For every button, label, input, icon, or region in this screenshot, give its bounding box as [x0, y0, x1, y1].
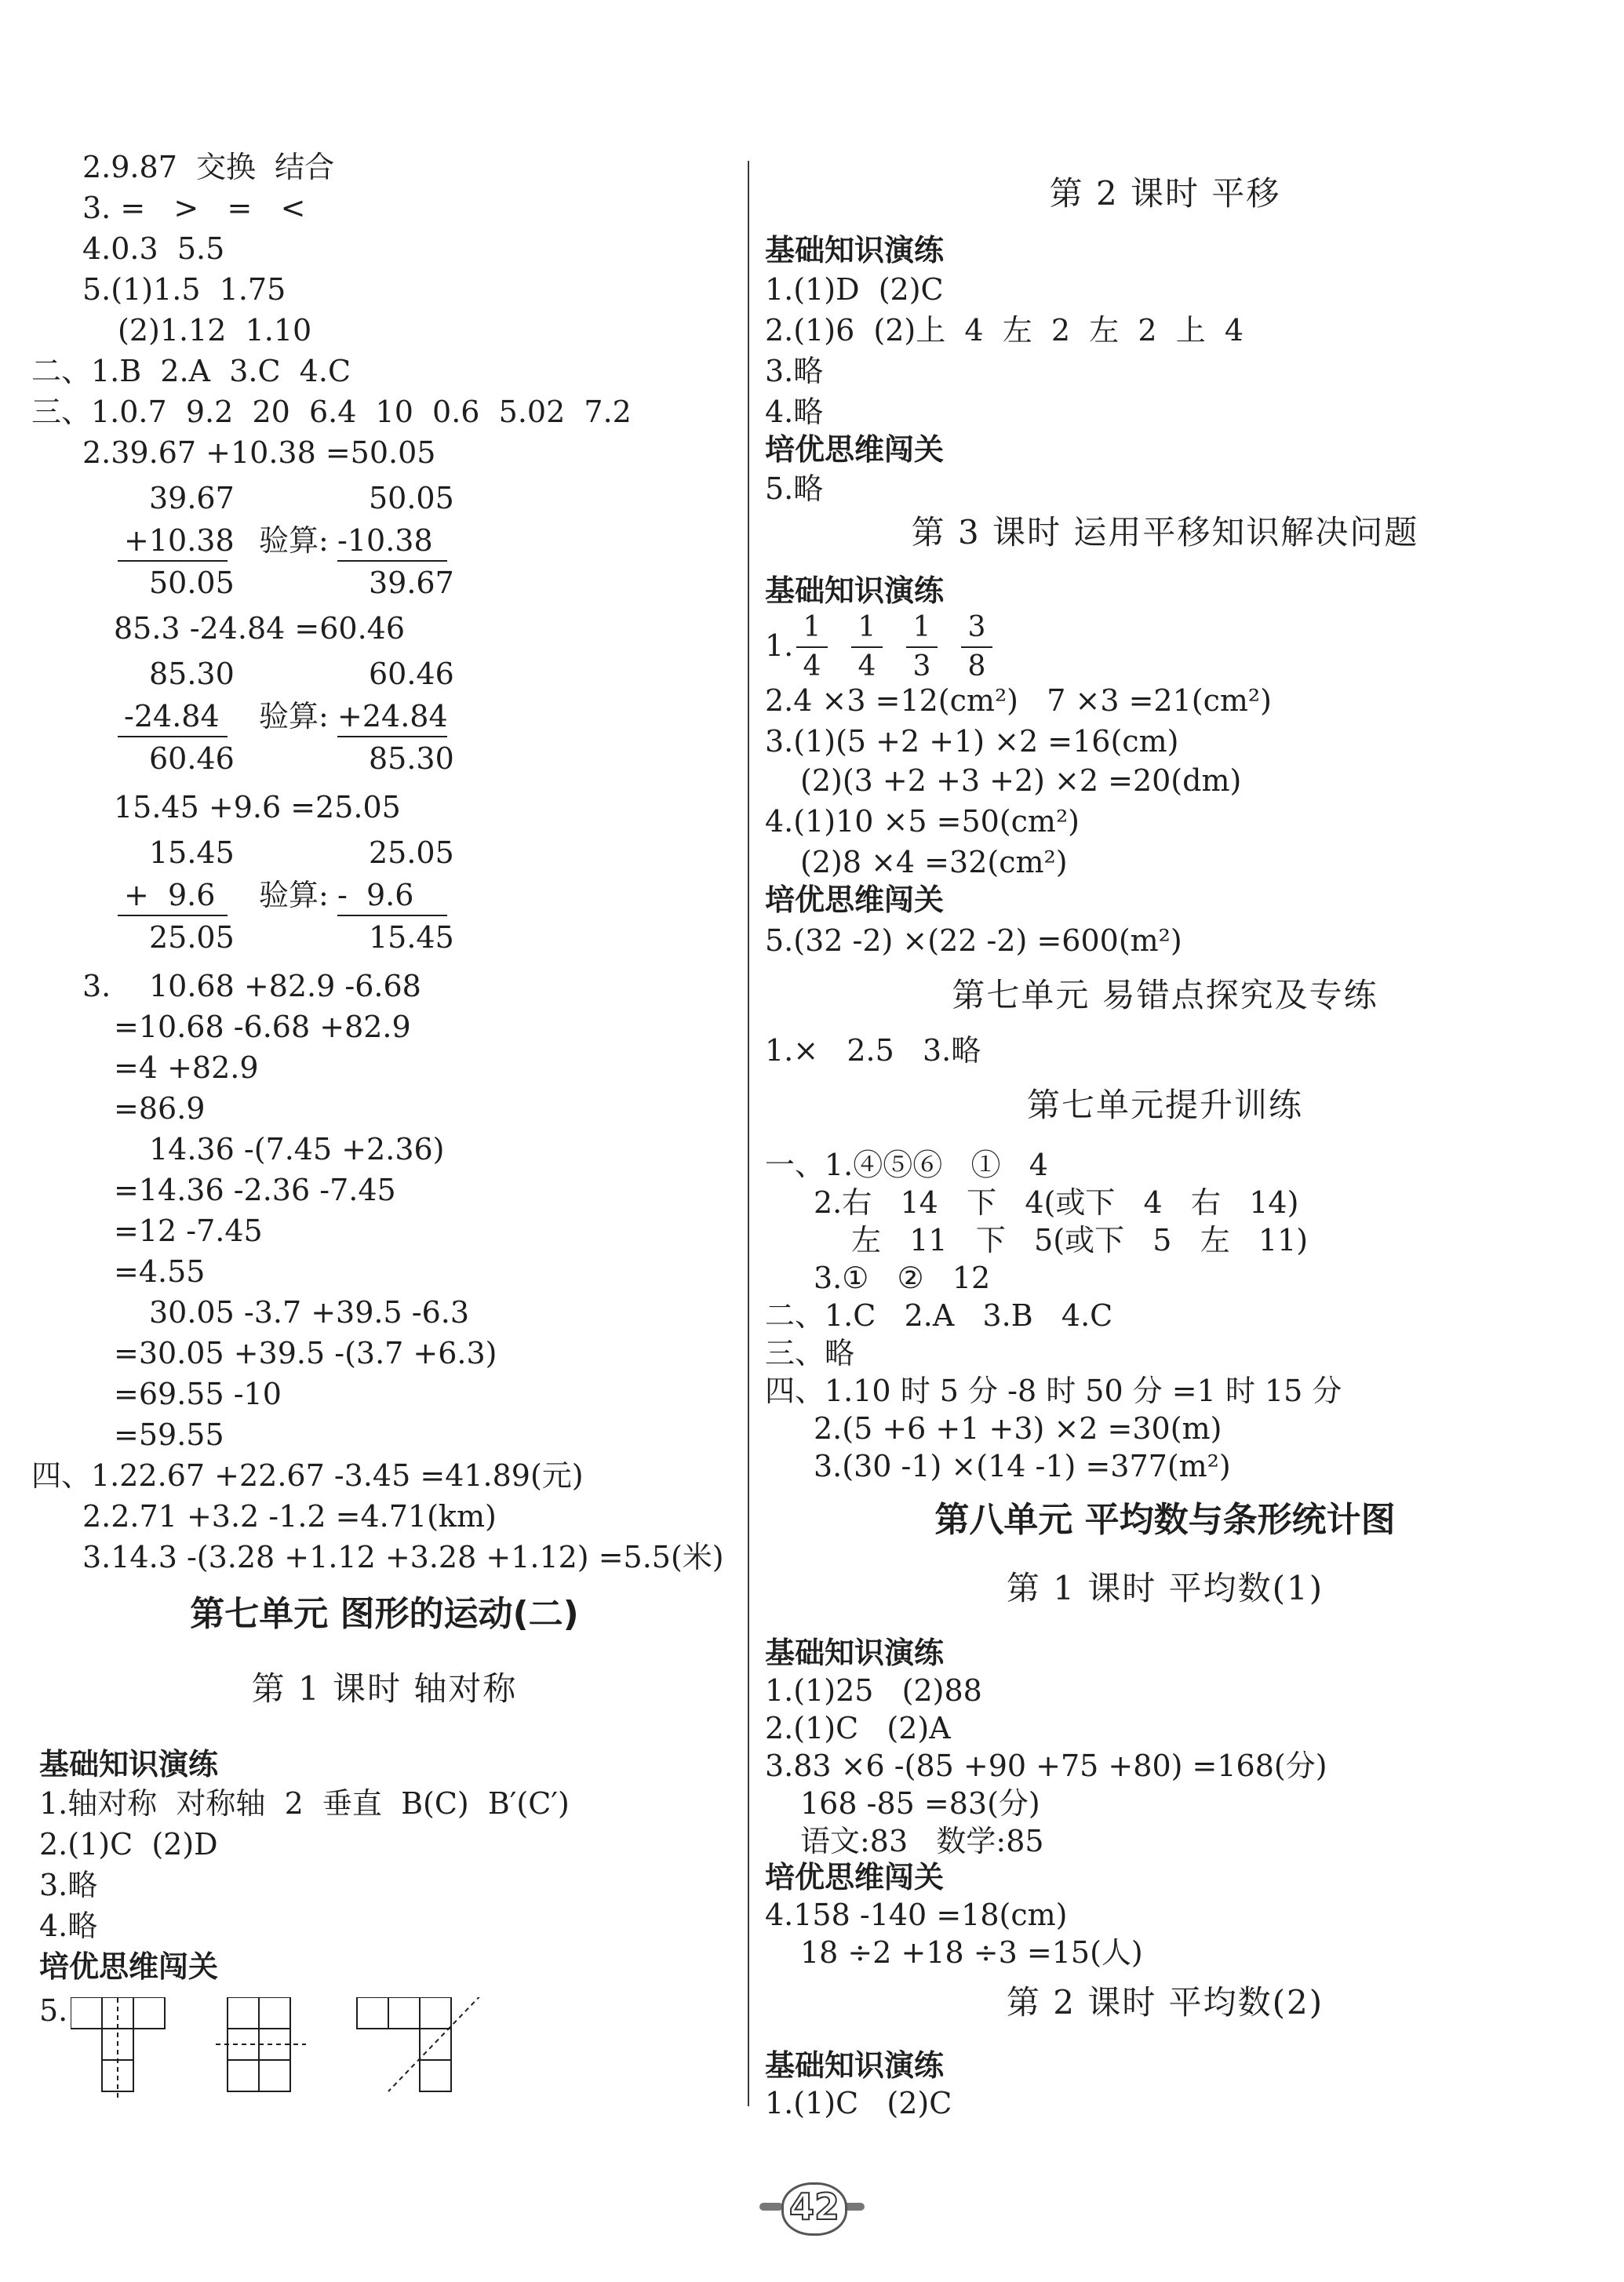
calc-rule: [337, 560, 447, 562]
answer-line: 3.略: [39, 1868, 98, 1902]
calc-num: 15.45: [369, 920, 454, 955]
symmetry-figures: [71, 1997, 510, 2107]
answer-line: 4.0.3 5.5: [82, 231, 225, 266]
answer-line: 1.(1)C (2)C: [765, 2086, 952, 2120]
calc-rule: [337, 915, 447, 916]
answer-line: 5.(32 -2) ×(22 -2) =600(m²): [765, 923, 1182, 958]
lesson-title: 第 1 课时 平均数(1): [1006, 1569, 1324, 1607]
calc-rule: [118, 915, 228, 916]
calc-num: 85.30: [149, 657, 235, 691]
answer-line: =10.68 -6.68 +82.9: [114, 1010, 411, 1044]
answer-line: 三、略: [765, 1336, 855, 1370]
calc-num: +24.84: [337, 699, 448, 733]
answer-line: 3.(30 -1) ×(14 -1) =377(m²): [814, 1449, 1231, 1483]
fraction: [851, 612, 883, 682]
lesson-title: 第七单元 易错点探究及专练: [952, 976, 1378, 1014]
answer-line: 二、1.C 2.A 3.B 4.C: [765, 1298, 1113, 1333]
calc-rule: [118, 560, 228, 562]
calc-num: 39.67: [149, 481, 235, 515]
answer-line: 1.: [765, 628, 794, 663]
answer-line: (2)8 ×4 =32(cm²): [800, 845, 1068, 879]
unit-title: 第七单元 图形的运动(二): [190, 1594, 579, 1634]
answer-line: 18 ÷2 +18 ÷3 =15(人): [800, 1935, 1143, 1970]
answer-line: 1.轴对称 对称轴 2 垂直 B(C) B′(C′): [39, 1786, 570, 1821]
section-heading: 培优思维闯关: [765, 432, 945, 467]
section-heading: 培优思维闯关: [39, 1949, 219, 1984]
calc-num: 50.05: [149, 566, 235, 600]
page-number-badge: [759, 2173, 865, 2239]
answer-line: =4 +82.9: [114, 1050, 259, 1085]
answer-line: 10.68 +82.9 -6.68: [149, 969, 421, 1003]
fraction: [961, 612, 992, 682]
answer-line: 4.(1)10 ×5 =50(cm²): [765, 804, 1080, 839]
figure-c-stem: [420, 1997, 451, 2091]
answer-line: 2.(5 +6 +1 +3) ×2 =30(m): [814, 1411, 1222, 1446]
calc-num: - 9.6: [337, 878, 414, 912]
check-label: 验算:: [259, 523, 329, 558]
answer-line: 四、1.10 时 5 分 -8 时 50 分 =1 时 15 分: [765, 1374, 1342, 1408]
section-heading: 基础知识演练: [765, 2048, 945, 2083]
calc-rule: [337, 736, 447, 737]
lesson-title: 第 1 课时 轴对称: [251, 1669, 518, 1708]
check-label: 验算:: [259, 878, 329, 912]
calc-num: + 9.6: [124, 878, 216, 912]
lesson-title: 第 3 课时 运用平移知识解决问题: [911, 513, 1419, 551]
lesson-title: 第七单元提升训练: [1026, 1086, 1303, 1124]
page-number: 42: [788, 2186, 839, 2228]
calc-num: +10.38: [124, 523, 235, 558]
calc-num: 60.46: [149, 741, 235, 776]
answer-line: 2.9.87 交换 结合: [82, 150, 335, 184]
answer-line: (2)(3 +2 +3 +2) ×2 =20(dm): [800, 763, 1242, 798]
answer-line: 2.2.71 +3.2 -1.2 =4.71(km): [82, 1499, 497, 1534]
answer-line: 语文:83 数学:85: [800, 1824, 1044, 1858]
section-heading: 基础知识演练: [765, 573, 945, 608]
answer-line: 5.: [39, 1993, 68, 2028]
answer-line: 1.(1)25 (2)88: [765, 1673, 982, 1708]
calc-rule: [118, 736, 228, 737]
answer-line: =59.55: [114, 1418, 224, 1452]
fraction: [906, 612, 938, 682]
fraction-numerator: 1: [858, 611, 876, 643]
section-heading: 基础知识演练: [765, 233, 945, 268]
answer-line: 4.略: [765, 395, 824, 429]
calc-num: -24.84: [124, 699, 220, 733]
fraction-denominator: 8: [967, 650, 986, 682]
calc-num: 15.45: [149, 835, 235, 870]
fraction: [796, 612, 828, 682]
answer-line: (2)1.12 1.10: [118, 313, 312, 348]
calc-num: -10.38: [337, 523, 433, 558]
answer-line: =4.55: [114, 1254, 206, 1289]
calc-num: 60.46: [369, 657, 454, 691]
answer-line: 左 11 下 5(或下 5 左 11): [851, 1223, 1309, 1257]
answer-line: =12 -7.45: [114, 1214, 263, 1248]
fraction-denominator: 4: [858, 650, 876, 682]
answer-line: 2.(1)6 (2)上 4 左 2 左 2 上 4: [765, 313, 1244, 348]
answer-line: 15.45 +9.6 =25.05: [114, 790, 401, 824]
answer-line: 3.(1)(5 +2 +1) ×2 =16(cm): [765, 724, 1179, 759]
fraction-numerator: 3: [967, 611, 986, 643]
section-heading: 培优思维闯关: [765, 1860, 945, 1894]
badge-wing-left: [759, 2203, 783, 2211]
answer-line: 3. = > = <: [82, 191, 306, 225]
section-heading: 基础知识演练: [765, 1636, 945, 1670]
calc-num: 39.67: [369, 566, 454, 600]
answer-line: 5.(1)1.5 1.75: [82, 272, 286, 307]
answer-line: =30.05 +39.5 -(3.7 +6.3): [114, 1336, 497, 1370]
answer-line: 3.83 ×6 -(85 +90 +75 +80) =168(分): [765, 1749, 1327, 1783]
answer-line: 1.× 2.5 3.略: [765, 1033, 981, 1068]
answer-line: 四、1.22.67 +22.67 -3.45 =41.89(元): [31, 1458, 584, 1493]
answer-line: =86.9: [114, 1091, 206, 1126]
section-heading: 基础知识演练: [39, 1747, 219, 1782]
answer-line: 168 -85 =83(分): [800, 1786, 1040, 1821]
answer-line: 2.(1)C (2)D: [39, 1827, 218, 1862]
answer-line: 2.右 14 下 4(或下 4 右 14): [814, 1185, 1299, 1220]
calc-num: 50.05: [369, 481, 454, 515]
answer-line: 1.(1)D (2)C: [765, 272, 944, 307]
lesson-title: 第 2 课时 平移: [1049, 174, 1281, 213]
answer-line: =69.55 -10: [114, 1377, 282, 1411]
answer-line: 3.: [82, 969, 111, 1003]
answer-line: 三、1.0.7 9.2 20 6.4 10 0.6 5.02 7.2: [31, 395, 632, 429]
answer-line: 14.36 -(7.45 +2.36): [149, 1132, 445, 1166]
unit-title: 第八单元 平均数与条形统计图: [934, 1500, 1396, 1540]
fraction-denominator: 4: [803, 650, 821, 682]
answer-line: 3.略: [765, 354, 824, 388]
fraction-numerator: 1: [912, 611, 931, 643]
answer-line: 二、1.B 2.A 3.C 4.C: [31, 354, 351, 388]
lesson-title: 第 2 课时 平均数(2): [1006, 1983, 1324, 2022]
answer-line: 4.略: [39, 1909, 98, 1943]
answer-line: 5.略: [765, 471, 824, 506]
answer-line: 85.3 -24.84 =60.46: [114, 611, 406, 646]
answer-line: 30.05 -3.7 +39.5 -6.3: [149, 1295, 470, 1330]
answer-line: 3.① ② 12: [814, 1261, 991, 1295]
section-heading: 培优思维闯关: [765, 883, 945, 917]
calc-num: 85.30: [369, 741, 454, 776]
fraction-numerator: 1: [803, 611, 821, 643]
calc-num: 25.05: [149, 920, 235, 955]
answer-line: 3.14.3 -(3.28 +1.12 +3.28 +1.12) =5.5(米): [82, 1540, 724, 1574]
column-divider: [748, 161, 749, 2106]
answer-line: 一、1.④⑤⑥ ① 4: [765, 1148, 1048, 1182]
answer-line: 2.4 ×3 =12(cm²) 7 ×3 =21(cm²): [765, 683, 1272, 718]
calc-num: 25.05: [369, 835, 454, 870]
check-label: 验算:: [259, 699, 329, 733]
answer-line: 4.158 -140 =18(cm): [765, 1898, 1068, 1932]
answer-line: =14.36 -2.36 -7.45: [114, 1173, 396, 1207]
answer-line: 2.39.67 +10.38 =50.05: [82, 435, 436, 470]
answer-line: 2.(1)C (2)A: [765, 1711, 951, 1745]
fraction-denominator: 3: [912, 650, 931, 682]
